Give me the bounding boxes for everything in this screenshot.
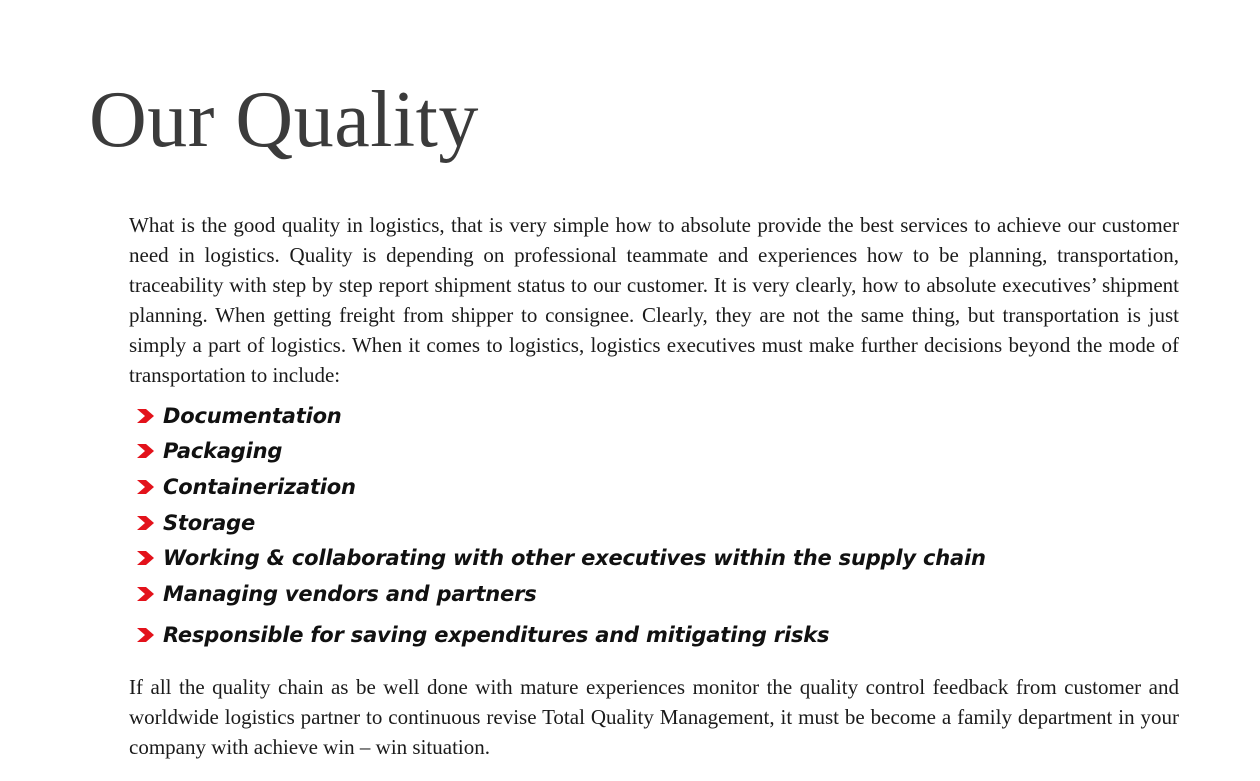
- list-item-label: Working & collaborating with other executives within the supply chain: [163, 546, 986, 571]
- list-item-label: Managing vendors and partners: [163, 581, 537, 606]
- chevron-right-icon: [136, 627, 155, 643]
- list-item: [136, 576, 1136, 612]
- list-item: [136, 540, 1136, 576]
- list-item-label: Containerization: [163, 474, 356, 499]
- chevron-right-icon: [136, 479, 155, 495]
- list-item: [136, 398, 1136, 434]
- list-item-label: Packaging: [163, 439, 283, 464]
- list-item: [136, 469, 1136, 505]
- closing-paragraph: If all the quality chain as be well done with mature experiences monitor the quality control feedback from customer and worldwide logistics partner to continuous revise Total Quality Management, it must be become a family department in your company with achieve win – win situation.: [129, 675, 1179, 759]
- chevron-right-icon: [136, 408, 155, 424]
- chevron-right-icon: [136, 550, 155, 566]
- chevron-right-icon: [136, 515, 155, 531]
- list-item-label: Documentation: [163, 403, 342, 428]
- page-title: Our Quality: [89, 76, 479, 164]
- list-item: [136, 618, 1136, 654]
- list-item-label: Storage: [163, 510, 255, 535]
- chevron-right-icon: [136, 443, 155, 459]
- chevron-right-icon: [136, 586, 155, 602]
- list-item: [136, 434, 1136, 470]
- intro-paragraph: What is the good quality in logistics, that is very simple how to absolute provide the best services to achieve our customer need in logistics. Quality is depending on professional teammate and experiences how to be planning, transportation, traceability with step by step report shipment status to our customer. It is very clearly, how to absolute executives’ shipment planning. When getting freight from shipper to consignee. Clearly, they are not the same thing, but transportation is just simply a part of logistics. When it comes to logistics, logistics executives must make further decisions beyond the mode of transportation to include:: [129, 213, 1179, 387]
- list-item-label: Responsible for saving expenditures and mitigating risks: [163, 623, 830, 648]
- list-item: [136, 505, 1136, 541]
- bullet-list: [136, 398, 1136, 653]
